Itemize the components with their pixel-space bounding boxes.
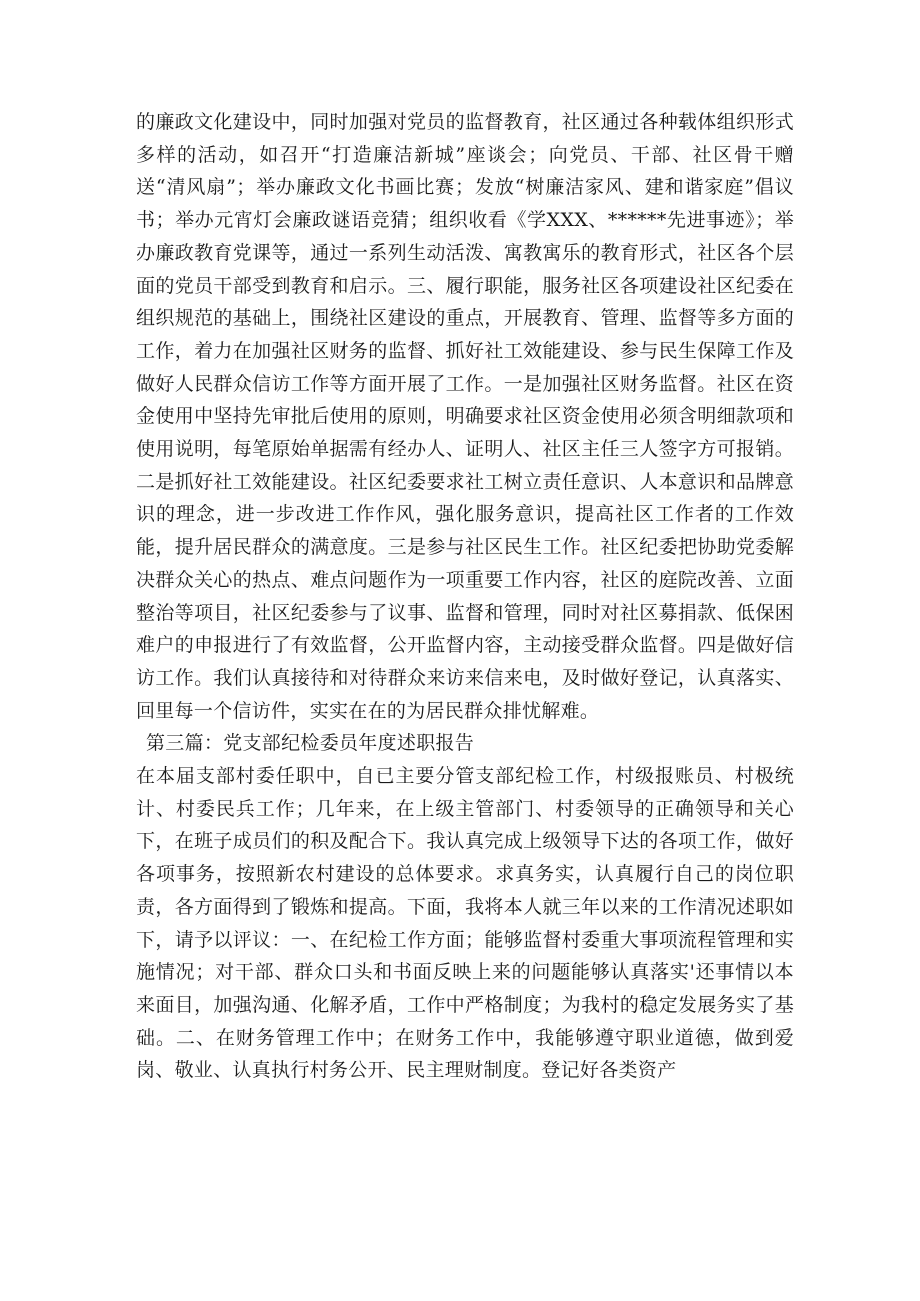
- body-paragraph: 的廉政文化建设中，同时加强对党员的监督教育，社区通过各种载体组织形式多样的活动，如召开“打造廉洁新城”座谈会；向党员、干部、社区骨干赠送“清风扇”；举办廉政文化书画比赛；发放“树廉洁家风、建和谐家庭”倡议书；举办元宵灯会廉政谜语竞猜；组织收看《学XXX、******先进事迹》；举办廉政教育党课等，通过一系列生动活泼、寓教寓乐的教育形式，社区各个层面的党员干部受到教育和启示。三、履行职能，服务社区各项建设社区纪委在组织规范的基础上，围绕社区建设的重点，开展教育、管理、监督等多方面的工作，着力在加强社区财务的监督、抓好社工效能建设、参与民生保障工作及做好人民群众信访工作等方面开展了工作。一是加强社区财务监督。社区在资金使用中坚持先审批后使用的原则，明确要求社区资金使用必须含明细款项和使用说明，每笔原始单据需有经办人、证明人、社区主任三人签字方可报销。二是抓好社工效能建设。社区纪委要求社工树立责任意识、人本意识和品牌意识的理念，进一步改进工作作风，强化服务意识，提高社区工作者的工作效能，提升居民群众的满意度。三是参与社区民生工作。社区纪委把协助党委解决群众关心的热点、难点问题作为一项重要工作内容，社区的庭院改善、立面整治等项目，社区纪委参与了议事、监督和管理，同时对社区募捐款、低保困难户的申报进行了有效监督，公开监督内容，主动接受群众监督。四是做好信访工作。我们认真接待和对待群众来访来信来电，及时做好登记，认真落实、回里每一个信访件，实实在在的为居民群众排忧解难。: [136, 111, 794, 722]
- document-body: [136, 106, 794, 1087]
- body-paragraph: 在本届支部村委任职中，自已主要分管支部纪检工作，村级报账员、村极统计、村委民兵工作；几年来，在上级主管部门、村委领导的正确领导和关心下，在班子成员们的积及配合下。我认真完成上级领导下达的各项工作，做好各项事务，按照新农村建设的总体要求。求真务实，认真履行自己的岗位职责，各方面得到了锻炼和提高。下面，我将本人就三年以来的工作清况述职如下，请予以评议：一、在纪检工作方面；能够监督村委重大事项流程管理和实施情况；对干部、群众口头和书面反映上来的问题能够认真落实'还事情以本来面目，加强沟通、化解矛盾，工作中严格制度；为我村的稳定发展务实了基础。二、在财务管理工作中；在财务工作中，我能够遵守职业道德，做到爱岗、敬业、认真执行村务公开、民主理财制度。登记好各类资产: [136, 765, 794, 1082]
- section-heading: 第三篇：党支部纪检委员年度述职报告: [146, 732, 475, 755]
